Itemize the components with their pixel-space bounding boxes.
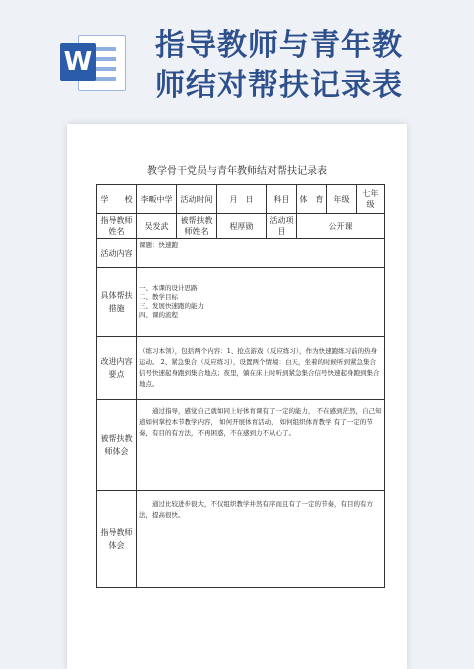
table-row-school xyxy=(97,185,385,214)
date-value: 月 日 xyxy=(217,185,267,214)
school-label: 学 校 xyxy=(97,185,137,214)
content-label: 活动内容 xyxy=(97,239,137,268)
word-document-icon xyxy=(60,33,126,93)
improve-value xyxy=(137,337,385,400)
mentee-value: 程厚勋 xyxy=(217,214,267,239)
page-header xyxy=(0,0,474,118)
improve-label: 改进内容要点 xyxy=(97,337,137,400)
list-item: 二、教学目标 xyxy=(139,293,178,301)
list-item: 一、本课的设计思路 xyxy=(139,284,198,292)
content-text: 课题：快速跑 xyxy=(139,241,178,249)
table-row-measures xyxy=(97,268,385,337)
mentee-feel-label: 被帮扶教师体会 xyxy=(97,400,137,491)
time-label: 活动时间 xyxy=(177,185,217,214)
mentee-label: 被帮扶教师姓名 xyxy=(177,214,217,239)
table-row-mentee-feel xyxy=(97,400,385,491)
measures-list xyxy=(139,284,382,320)
activity-label: 活动项目 xyxy=(267,214,297,239)
page-title xyxy=(155,26,455,106)
mentor-feel-label: 指导教师体会 xyxy=(97,491,137,588)
table-row-content xyxy=(97,239,385,268)
mentor-value: 吴发武 xyxy=(137,214,177,239)
document-title: 教学骨干党员与青年教师结对帮扶记录表 xyxy=(147,166,327,177)
title-line-2: 师结对帮扶记录表 xyxy=(155,68,403,103)
grade-label: 年级 xyxy=(327,185,357,214)
table-row-improve xyxy=(97,337,385,400)
word-badge-letter: W xyxy=(60,43,96,81)
list-item: 三、发展快速跑的能力 xyxy=(139,302,204,310)
measures-value xyxy=(137,268,385,337)
course-value: 体 育 xyxy=(297,185,327,214)
mentee-feel-text: 通过指导，感觉自己就如同上好体育课有了一定的能力， 不在感到茫然，自己知道如何掌控本节教学内容， 如何开展体育活动， 如何组织体育教学 有了一定的节奏，有目的有方法，不再困惑，不在感到力不从心了。 xyxy=(139,407,382,437)
activity-value: 公开课 xyxy=(297,214,385,239)
mentor-label: 指导教师姓名 xyxy=(97,214,137,239)
document-preview xyxy=(67,124,407,669)
content-value xyxy=(137,239,385,268)
school-value: 李畈中学 xyxy=(137,185,177,214)
table-row-mentor-feel xyxy=(97,491,385,588)
table-row-names xyxy=(97,214,385,239)
course-label: 科目 xyxy=(267,185,297,214)
improve-text: （练习本领），包括两个内容：1、抢点游戏（反应练习），作为快速跑练习前的热身运动。 2、紧急集合（反应练习），设置两个情境：白天，坐着的时候听到紧急集合信号快速起身跑到集合地点；夜里，躺在床上时听到紧急集合信号快速起身跑到集合地点。 xyxy=(139,347,380,388)
measures-label: 具体帮扶措施 xyxy=(97,268,137,337)
title-line-1: 指导教师与青年教 xyxy=(155,28,403,63)
record-table xyxy=(96,184,385,588)
mentor-feel-value xyxy=(137,491,385,588)
list-item: 四、课的流程 xyxy=(139,311,178,319)
mentor-feel-text: 通过比较进步很大，不仅组织教学井然有序而且有了一定的节奏，有目的有方法，提高很快。 xyxy=(139,500,373,519)
grade-value: 七年级 xyxy=(357,185,385,214)
mentee-feel-value xyxy=(137,400,385,491)
